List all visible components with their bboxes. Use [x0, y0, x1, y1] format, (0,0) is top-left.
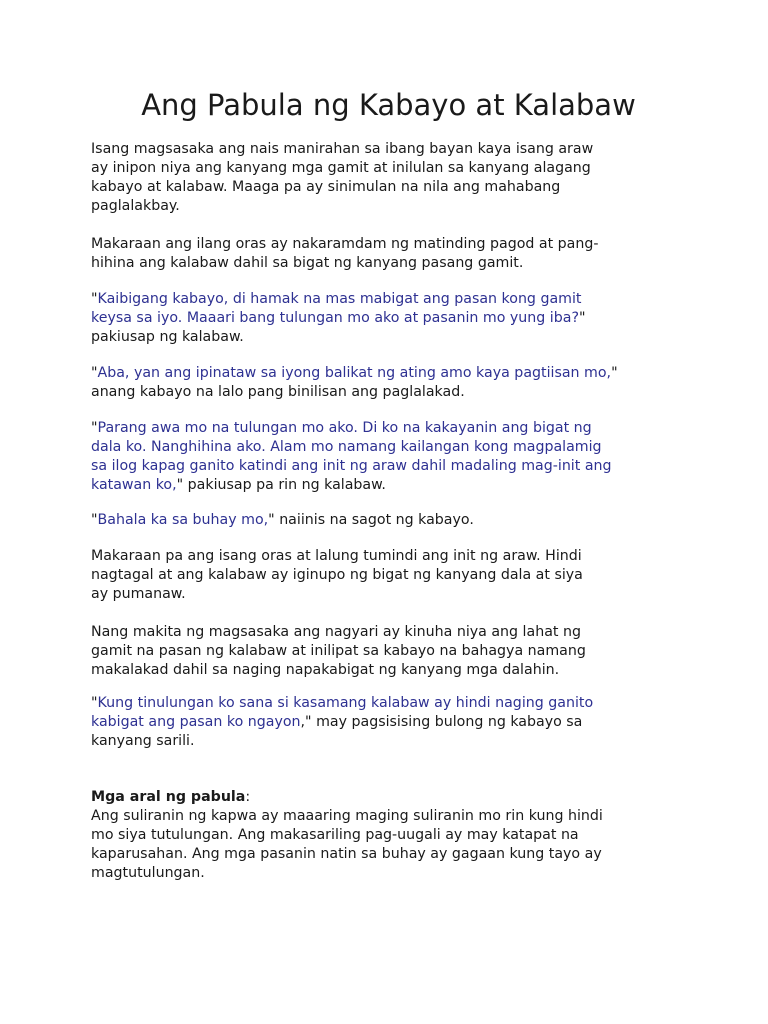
text-line — [91, 547, 691, 566]
dialogue-text: sa ilog kapag ganito katindi ang init ng araw dahil madaling mag-init ang — [91, 458, 612, 474]
narration-text: " — [578, 310, 586, 326]
text-line — [91, 290, 691, 309]
text-line — [91, 235, 691, 254]
text-line — [91, 254, 691, 273]
text-line — [91, 328, 691, 347]
text-line — [91, 159, 691, 178]
story-paragraph — [91, 623, 691, 680]
dialogue-text: keysa sa iyo. Maaari bang tulungan mo ako at pasanin mo yung iba? — [91, 310, 579, 326]
story-paragraph — [91, 694, 691, 751]
narration-text: " — [91, 512, 98, 528]
narration-text: nagtagal at ang kalabaw ay iginupo ng bigat ng kanyang dala at siya — [91, 567, 583, 583]
narration-text: " — [91, 365, 98, 381]
narration-text: " — [91, 695, 98, 711]
text-line — [91, 713, 691, 732]
story-paragraph — [91, 235, 691, 273]
narration-text: " naiinis na sagot ng kabayo. — [268, 512, 474, 528]
text-line — [91, 178, 691, 197]
narration-text: kanyang sarili. — [91, 733, 195, 749]
text-line — [91, 419, 691, 438]
narration-text: makalakad dahil sa naging napakabigat ng kanyang mga dalahin. — [91, 662, 560, 678]
dialogue-text: dala ko. Nanghihina ako. Alam mo namang kailangan kong magpalamig — [91, 439, 602, 455]
moral-paragraph — [91, 788, 691, 883]
document-title: Ang Pabula ng Kabayo at Kalabaw — [141, 88, 636, 122]
story-paragraph — [91, 140, 691, 216]
narration-text: " — [611, 365, 618, 381]
narration-text: ," may pagsisising bulong ng kabayo sa — [300, 714, 583, 730]
narration-text: hihina ang kalabaw dahil sa bigat ng kanyang pasang gamit. — [91, 255, 524, 271]
dialogue-text: kabigat ang pasan ko ngayon — [91, 714, 301, 730]
dialogue-text: Bahala ka sa buhay mo, — [97, 512, 269, 528]
text-line — [91, 807, 691, 826]
narration-text: " — [91, 291, 98, 307]
narration-text: kaparusahan. Ang mga pasanin natin sa buhay ay gagaan kung tayo ay — [91, 846, 602, 862]
narration-text: Makaraan pa ang isang oras at lalung tumindi ang init ng araw. Hindi — [91, 548, 582, 564]
narration-text: : — [245, 789, 251, 805]
narration-text: Ang suliranin ng kapwa ay maaaring maging suliranin mo rin kung hindi — [91, 808, 603, 824]
story-paragraph — [91, 290, 691, 347]
text-line — [91, 694, 691, 713]
text-line — [91, 457, 691, 476]
text-line — [91, 197, 691, 216]
text-line — [91, 864, 691, 883]
narration-text: anang kabayo na lalo pang binilisan ang paglalakad. — [91, 384, 465, 400]
narration-text: Nang makita ng magsasaka ang nagyari ay kinuha niya ang lahat ng — [91, 624, 581, 640]
dialogue-text: Parang awa mo na tulungan mo ako. Di ko na kakayanin ang bigat ng — [97, 420, 592, 436]
narration-text: ay pumanaw. — [91, 586, 186, 602]
narration-text: " pakiusap pa rin ng kalabaw. — [176, 477, 386, 493]
text-line — [91, 566, 691, 585]
narration-text: paglalakbay. — [91, 198, 180, 214]
text-line — [91, 383, 691, 402]
narration-text: " — [91, 420, 98, 436]
narration-text: mo siya tutulungan. Ang makasariling pag-uugali ay may katapat na — [91, 827, 579, 843]
text-line — [91, 364, 691, 383]
text-line — [91, 140, 691, 159]
narration-text: magtutulungan. — [91, 865, 205, 881]
dialogue-text: Kung tinulungan ko sana si kasamang kalabaw ay hindi naging ganito — [97, 695, 594, 711]
narration-text: pakiusap ng kalabaw. — [91, 329, 244, 345]
narration-text: kabayo at kalabaw. Maaga pa ay sinimulan na nila ang mahabang — [91, 179, 561, 195]
text-line — [91, 788, 691, 807]
section-heading: Mga aral ng pabula — [91, 789, 246, 805]
text-line — [91, 642, 691, 661]
text-line — [91, 732, 691, 751]
narration-text: Makaraan ang ilang oras ay nakaramdam ng matinding pagod at pang- — [91, 236, 599, 252]
text-line — [91, 309, 691, 328]
story-paragraph — [91, 511, 691, 530]
dialogue-text: Aba, yan ang ipinataw sa iyong balikat ng ating amo kaya pagtiisan mo, — [97, 365, 612, 381]
text-line — [91, 826, 691, 845]
story-paragraph — [91, 364, 691, 402]
text-line — [91, 511, 691, 530]
narration-text: Isang magsasaka ang nais manirahan sa ibang bayan kaya isang araw — [91, 141, 594, 157]
text-line — [91, 585, 691, 604]
text-line — [91, 623, 691, 642]
story-paragraph — [91, 419, 691, 495]
dialogue-text: Kaibigang kabayo, di hamak na mas mabigat ang pasan kong gamit — [97, 291, 582, 307]
text-line — [91, 476, 691, 495]
text-line — [91, 438, 691, 457]
narration-text: ay inipon niya ang kanyang mga gamit at inilulan sa kanyang alagang — [91, 160, 591, 176]
narration-text: gamit na pasan ng kalabaw at inilipat sa kabayo na bahagya namang — [91, 643, 586, 659]
text-line — [91, 661, 691, 680]
story-paragraph — [91, 547, 691, 604]
text-line — [91, 845, 691, 864]
dialogue-text: katawan ko, — [91, 477, 177, 493]
